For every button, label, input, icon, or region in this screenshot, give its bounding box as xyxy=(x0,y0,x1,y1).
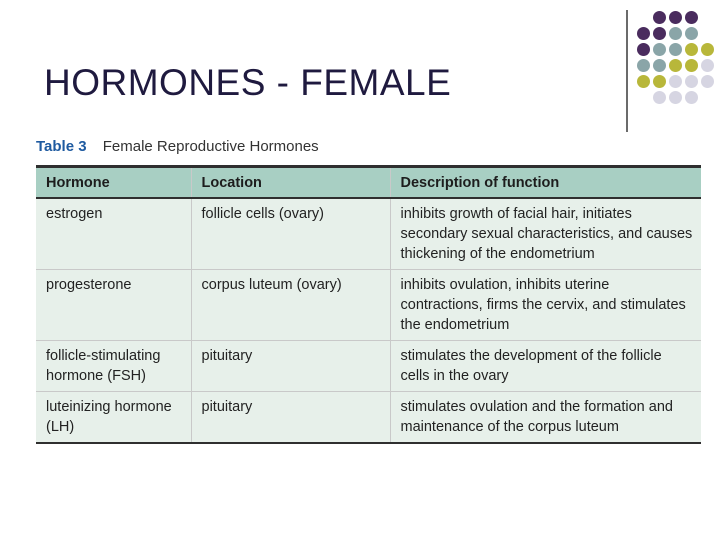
header-location: Location xyxy=(191,167,390,199)
decorative-dot xyxy=(685,75,698,88)
decorative-dot xyxy=(669,11,682,24)
table-caption-text: Female Reproductive Hormones xyxy=(102,138,319,155)
decorative-dot xyxy=(637,27,650,40)
cell-description: inhibits ovulation, inhibits uterine contractions, firms the cervix, and stimulates the endometrium xyxy=(390,270,701,341)
cell-hormone: progesterone xyxy=(36,270,191,341)
decorative-dot xyxy=(685,11,698,24)
decorative-dot xyxy=(685,59,698,72)
header-description: Description of function xyxy=(390,167,701,199)
decorative-dot xyxy=(685,91,698,104)
decorative-dot xyxy=(653,91,666,104)
cell-location: corpus luteum (ovary) xyxy=(191,270,390,341)
cell-location: pituitary xyxy=(191,341,390,392)
decorative-dot xyxy=(669,59,682,72)
table-row xyxy=(36,270,701,341)
decorative-dot xyxy=(653,27,666,40)
decorative-dot xyxy=(701,75,714,88)
decorative-dot xyxy=(637,59,650,72)
table-caption xyxy=(36,138,319,155)
decorative-dot xyxy=(701,43,714,56)
decorative-dot xyxy=(669,75,682,88)
decorative-dot xyxy=(669,27,682,40)
decorative-dot xyxy=(669,91,682,104)
table-caption-label: Table 3 xyxy=(36,138,87,155)
decorative-dot xyxy=(653,43,666,56)
table-header-row xyxy=(36,167,701,199)
decorative-dot xyxy=(701,59,714,72)
cell-location: follicle cells (ovary) xyxy=(191,198,390,270)
hormone-table-wrapper xyxy=(36,165,701,444)
table-row xyxy=(36,341,701,392)
cell-location: pituitary xyxy=(191,392,390,444)
decorative-dot xyxy=(685,43,698,56)
decorative-dot xyxy=(637,75,650,88)
cell-description: inhibits growth of facial hair, initiates secondary sexual characteristics, and causes thickening of the endometrium xyxy=(390,198,701,270)
cell-description: stimulates the development of the follicle cells in the ovary xyxy=(390,341,701,392)
decorative-dot xyxy=(685,27,698,40)
decorative-dot xyxy=(653,11,666,24)
hormone-table xyxy=(36,165,701,444)
cell-hormone: luteinizing hormone (LH) xyxy=(36,392,191,444)
decorative-divider-line xyxy=(626,10,628,132)
cell-hormone: follicle-stimulating hormone (FSH) xyxy=(36,341,191,392)
table-row xyxy=(36,198,701,270)
slide-title: HORMONES - FEMALE xyxy=(44,62,452,103)
decorative-dot xyxy=(637,43,650,56)
decorative-dot xyxy=(653,75,666,88)
table-row xyxy=(36,392,701,444)
decorative-dot xyxy=(669,43,682,56)
cell-description: stimulates ovulation and the formation and maintenance of the corpus luteum xyxy=(390,392,701,444)
header-hormone: Hormone xyxy=(36,167,191,199)
cell-hormone: estrogen xyxy=(36,198,191,270)
decorative-dot xyxy=(653,59,666,72)
